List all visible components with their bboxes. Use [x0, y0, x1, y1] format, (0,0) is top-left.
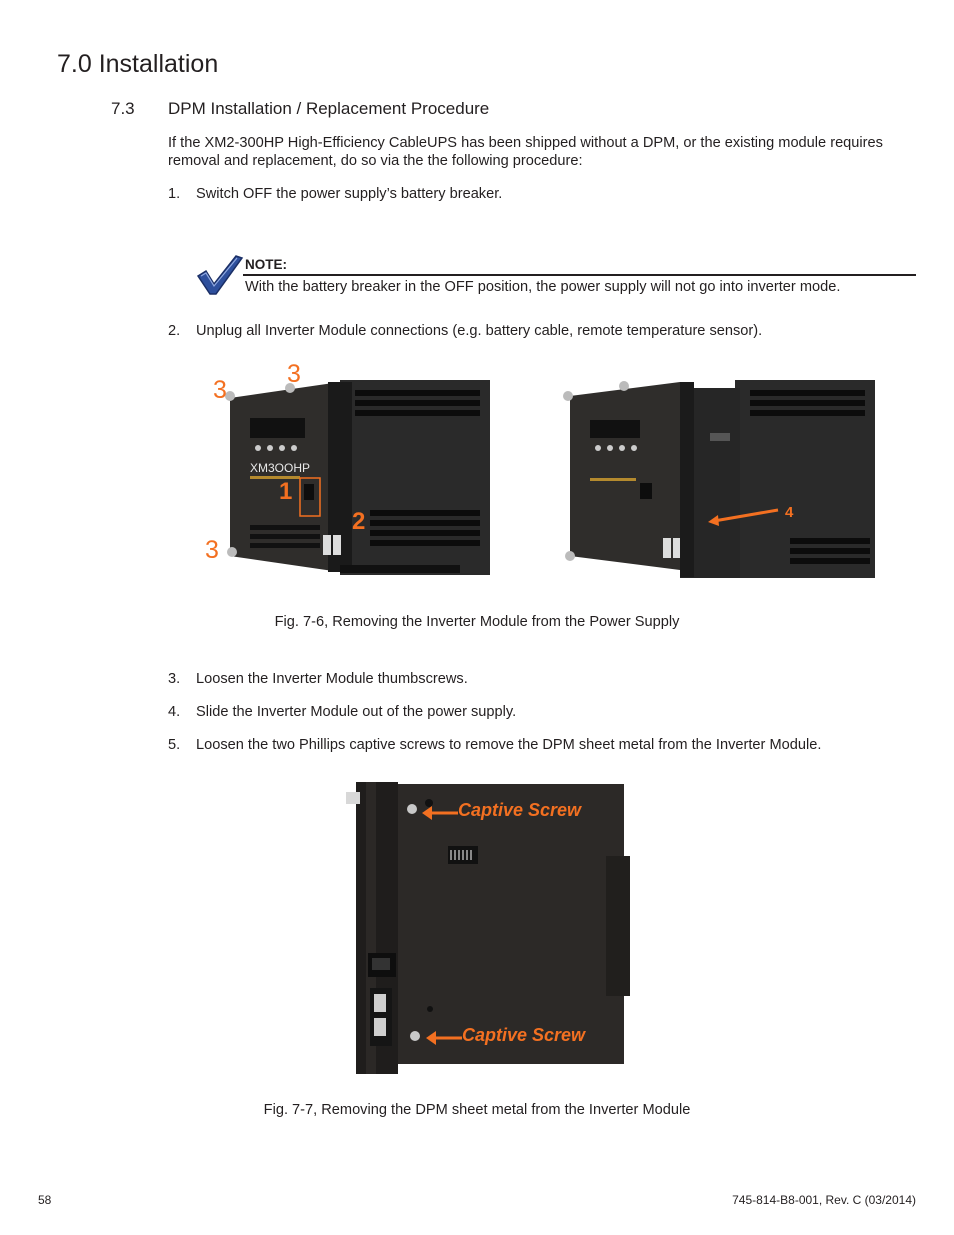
step-text: Unplug all Inverter Module connections (e.g. battery cable, remote temperature sensor).	[196, 323, 763, 339]
captive-screw-top-label: Captive Screw	[458, 800, 582, 820]
callout-4: 4	[785, 504, 794, 521]
checkmark-icon	[196, 254, 244, 301]
step-number: 1.	[168, 186, 181, 202]
page-number: 58	[38, 1193, 52, 1207]
unit-label: XM3OOHP	[250, 461, 311, 475]
step-text: Loosen the Inverter Module thumbscrews.	[196, 671, 468, 687]
note-divider	[243, 274, 916, 276]
section-title: DPM Installation / Replacement Procedure	[168, 99, 490, 118]
callout-1: 1	[279, 478, 293, 505]
callout-3-top: 3	[287, 360, 301, 388]
figure-7-7-caption: Fig. 7-7, Removing the DPM sheet metal from the Inverter Module	[263, 1102, 691, 1118]
power-supply-photo-left	[200, 360, 500, 585]
captive-screw-bottom-label: Captive Screw	[462, 1025, 586, 1045]
intro-paragraph: If the XM2-300HP High-Efficiency CableUPS has been shipped without a DPM, or the existing module requires removal and replacement, do so via the the following procedure:	[168, 135, 883, 169]
step-number: 5.	[168, 737, 181, 753]
callout-2: 2	[352, 508, 366, 535]
note-text: With the battery breaker in the OFF position, the power supply will not go into inverter mode.	[245, 279, 841, 295]
step-number: 4.	[168, 704, 181, 720]
step-text: Slide the Inverter Module out of the power supply.	[196, 704, 517, 720]
note-title: NOTE:	[245, 257, 287, 272]
callout-3-top-left: 3	[213, 376, 227, 404]
power-supply-photo-right	[560, 378, 880, 583]
arrow-icon	[420, 803, 460, 823]
arrow-icon	[706, 506, 781, 526]
step-text: Loosen the two Phillips captive screws to remove the DPM sheet metal from the Inverter Module.	[196, 737, 822, 753]
arrow-icon	[424, 1028, 464, 1048]
figure-7-6-caption: Fig. 7-6, Removing the Inverter Module from the Power Supply	[274, 614, 680, 630]
callout-3-bottom: 3	[205, 536, 219, 564]
step-text: Switch OFF the power supply’s battery breaker.	[196, 186, 503, 202]
step-number: 3.	[168, 671, 181, 687]
page-title: 7.0 Installation	[57, 50, 219, 78]
section-number: 7.3	[111, 99, 135, 118]
document-id: 745-814-B8-001, Rev. C (03/2014)	[732, 1193, 916, 1207]
step-number: 2.	[168, 323, 181, 339]
